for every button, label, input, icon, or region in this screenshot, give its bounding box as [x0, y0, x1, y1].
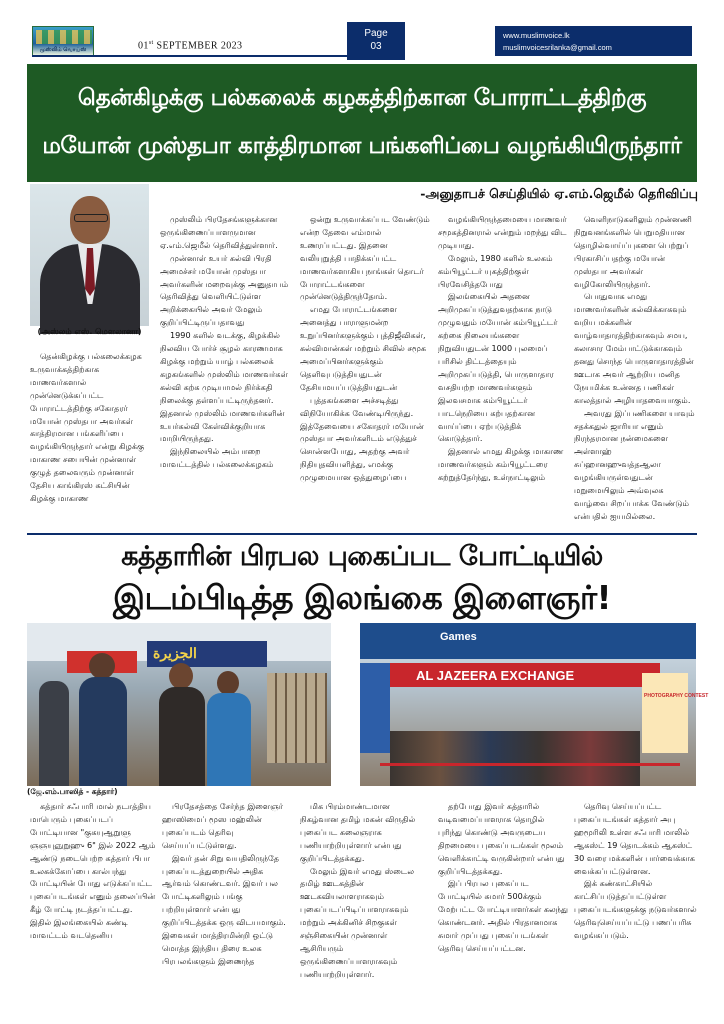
left-pillar [360, 663, 390, 753]
article2-col2-para: பிரதேசத்தை சேர்ந்த இளைஞர் ஹாஸிமைப் மூஸ மஹ்லின் புகைப்படம் தெரிவு செய்யப்பட்டுள்ளது. [162, 801, 284, 850]
masthead [0, 0, 724, 58]
issue-date-suffix: st [148, 40, 154, 46]
jazeera-arabic-sign: الجزيرة [153, 645, 197, 661]
article1-col4-para: இலங்கையில் அதனை அறிமுகப்படுத்துவதற்காக நாடு முழுவதும் மயோன் கம்பியூட்டர் கற்கை நிலையங்களை நிறுவியதுடன் 1000 புலமைப் பரிசில் திட்டத்தையும் அறிமுகப்படுத்தி, பொருளாதார வசதியற்ற மாணவர்களும் இலவசமாக கம்பியூட்டர் பாடநெறியை கற்பதற்கான வாய்ப்பை ஏற்படுத்திக் கொடுத்தார். [438, 291, 558, 444]
article1-col4-para: மேலும், 1980 களில் உலகம் கம்பியூட்டர் யுகத்திற்குள் பிரவேசித்தபோது [438, 252, 553, 289]
article1-headline [27, 64, 697, 182]
article1-col3-para: புத்தகங்களை அச்சடித்து விநியோகிக்க வேண்டியிருந்து. இத்தேவையை சகோதரர் மயோன் முஸ்தபா அவர்களிடம் எடுத்துச் சொன்னபோது, அதற்கு அவர் நிதியுதவியளித்து, எமக்கு முழுமையான ஒத்துழைப்பை [300, 394, 424, 483]
section-divider [27, 533, 697, 535]
games-logo-sign: Games [440, 631, 477, 643]
page-number-tab [347, 22, 405, 60]
article2-column-4 [438, 800, 568, 1018]
article1-col5-para: வெளிநாடுகளிலும் முன்னணி நிறுவனங்களில் பெறுமதியான தொழில்வாய்ப்புகளை பெற்றுப் பிரகாசிப்பதற்கு மயோன் முஸ்தபா அவர்கள் வழிகோலியிருந்தார். [574, 214, 692, 289]
issue-date-day: 01 [138, 40, 149, 52]
person-suit-blue [79, 677, 127, 786]
contact-box [495, 26, 692, 56]
portrait-glasses [74, 214, 108, 222]
article1-portrait-photo [30, 184, 149, 326]
article2-photo-caption: (ஜே.எம்.பாஸித் - கத்தார்) [27, 787, 118, 796]
article2-headline [20, 538, 704, 620]
article1-col3-para: ஒன்று உருவாக்கப்பட வேண்டும் என்ற தேவை எம்மால் உணரப்பட்டது. இதனை வலியுறுத்தி பாதிக்கப்பட்ட மாணவர்களாகிய நாங்கள் தொடர் போராட்டங்களை முன்னெடுத்திருந்தோம். [300, 214, 430, 302]
article2-column-1 [30, 800, 156, 1018]
article1-col5-para: பொதுவாக எமது மாணவர்களின் கல்விக்காகவும் வறிய மக்களின் வாழ்வாதாரத்திற்காகவும் சமய, கலாசார மேம்பாட்டுக்காகவும் தனது சொந்த பொருளாதாரத்தின் ஊடாக அவர் ஆற்றிய மனித நேயமிக்க உன்னத பணிகள் காலத்தால் அழியாதவையாகும். [574, 291, 694, 405]
article1-col2-para: இந்நிலையில் அம்பாறை மாவட்டத்தில் பல்கலைக்கழகம் [160, 446, 274, 470]
masthead-rule [32, 55, 348, 57]
person-suit-dark [159, 687, 205, 786]
article2-headline-line1: கத்தாரின் பிரபல புகைப்பட போட்டியில் [121, 541, 603, 572]
person-head [169, 663, 193, 689]
website-link[interactable]: www.muslimvoice.lk [503, 31, 570, 40]
article1-column-4 [438, 213, 568, 531]
article1-col5-para: அவரது இப்பணிகளை யாவும் சதக்கதுல் ஜாரியா எனும் நிரந்தரமான நன்மைகளை அள்ளாஹ் சுப்ஹானஹுவத்தஆலா வழங்கியருள்வதுடன் மறுமையிலும் அவ்வுலக வாழ்வை சிறப்பாக்க வேண்டும் என்பதில் ஐயமில்லை. [574, 407, 695, 521]
article2-col5-para: தெரிவு செய்யப்பட்ட புகைப்படங்கள் கத்தார் அபு ஹமூரிலி உள்ள சஃபாரி மாலில் ஆகஸ்ட் 19 தொடக்கம் ஆகஸ்ட் 30 வரை மக்களின் பார்வைக்காக வைக்கப்பட்டுள்ளன. [574, 801, 695, 876]
page-label: Page [364, 28, 388, 39]
article1-col4-para: வழங்கியிருந்தமையை மாணவர் சமூகத்தினரால் என்றும் மறந்து விட முடியாது. [438, 214, 567, 250]
person-shirt-blue [207, 693, 251, 786]
article2-column-2 [162, 800, 292, 1018]
article2-col5-para: இக் கண்காட்சியில் காட்சிப்படுத்தப்பட்டுள்ள புகைப்படங்களுக்கு நடுவர்களால் தெரிவுசெய்யப்பட்டு பணப்பரிசு வழங்கப்படும். [574, 878, 697, 941]
top-banner [360, 623, 696, 659]
newspaper-logo [32, 26, 94, 56]
email-link[interactable]: muslimvoicesrilanka@gmail.com [503, 43, 612, 52]
issue-date-rest: SEPTEMBER 2023 [153, 40, 243, 52]
article2-photo-left [27, 623, 331, 786]
article1-headline-line2: மயோன் முஸ்தபா காத்திரமான பங்களிப்பை வழங்கியிருந்தார் [42, 133, 682, 159]
article1-col2-para: முன்னாள் உயர் கல்வி பிரதி அமைச்சர் மயோன் முஸ்தபா அவர்களின் மறைவுக்கு அனுதாபம் தெரிவித்து வெளியிட்டுள்ள அறிக்கையில் அவர் மேலும் குறிப்பிட்டிருப்பதாவது [160, 252, 289, 328]
article1-col3-para: எமது போராட்டங்களை அனைத்து பாராளுமன்ற உறுப்பினர்களுக்கும் புத்திஜீவிகள், கல்விமான்கள் மற்றும் சிவில் சமூக அமைப்பினர்களுக்கும் தெளிவுபடுத்தியதுடன் தேசியமயப்படுத்தியதுடன் [300, 304, 427, 392]
article1-byline: -அனுதாபச் செய்தியில் ஏ.எம்.ஜெமீல் தெரிவிப்பு [420, 186, 698, 201]
article1-col4-para: இதனால் எமது கிழக்கு மாகாண மாணவர்களும் கம்பியூட்டரை கற்றுத்தேர்ந்து, உள்நாட்டிலும் [438, 446, 564, 483]
al-jazeera-exchange-sign: AL JAZEERA EXCHANGE [416, 668, 575, 683]
article2-col3-para: மிக பிரம்மாண்டமான நிகழ்வான தமிழ் மகன் விருதில் புகைப்பட கலைஞராக பணியாற்றியுள்ளார் என்பது குறிப்பிடத்தக்கது. [300, 801, 416, 863]
person-head [217, 671, 239, 695]
article1-headline-line1: தென்கிழக்கு பல்கலைக் கழகத்திற்கான போராட்டத்திற்கு [77, 85, 647, 111]
person-suit-grey [39, 681, 69, 786]
issue-date [138, 40, 242, 51]
article1-column-5 [574, 213, 698, 531]
article2-col2-para: இவர் தன் சிறு வயதிலிருந்தே புகைப்படத்துறையில் அதிக ஆர்வம் கொண்டவர். இவர் பல போட்டிகளிலும் பங்கு பற்றியுள்ளார் என்பது குறிப்பிடத்தக்க ஒரு விடயமாகும். இவைகள் மாத்திரமின்றி ஒட்டு மொத்த இந்திய திரை உலக பிரபலங்களும் இணைந்த [162, 852, 286, 966]
article1-column-2 [160, 213, 290, 531]
photography-contest-sign: PHOTOGRAPHY CONTEST [644, 693, 709, 699]
article2-col4-para: இப் பிரபல புகைப்பட போட்டியில் சுமார் 500க்கும் மேற்பட்ட போட்டியாளர்கள் கலந்து கொண்டனர். அதில் பிரதானமாக சுமார் முப்பது புகைப்படங்கள் தெரிவு செய்யப்பட்டன. [438, 878, 568, 953]
person-head [89, 653, 115, 679]
display-frames [267, 673, 327, 763]
article1-column-3 [300, 213, 430, 531]
article1-col2-para: 1990 களில் வடக்கு, கிழக்கில் நிலவிய போர்ச் சூழல் காரணமாக கிழக்கு மற்றும் யாழ் பல்கலைக் கழகங்களில் முஸ்லிம் மாணவர்கள் கல்வி கற்க முடியாமல் நிர்க்கதி நிலைக்கு தள்ளப்பட்டிருந்தனர். இதனால் முஸ்லிம் மாணவர்களின் உயர்கல்வி கேள்விக்குறியாக மாறியிருந்தது. [160, 330, 288, 444]
article2-column-3 [300, 800, 430, 1018]
article1-col2-para: முஸ்லிம் பிரதேசங்களுக்கான ஒருங்கிணைப்பாளருமான ஏ.எம்.ஜெமீல் தெரிவித்துள்ளார். [160, 214, 278, 250]
article2-col3-para: மேலும் இவர் எமது ஸ்டைல தமிழ் ஊடகத்தின் ஊடகவியலாளராகவும் புகைப்படப்பிடிப்பாளராகவும் மற்றும் அக்கினிச் சிறகுகள் சஞ்சிகையின் முன்னாள் ஆசிரியரும் ஒருங்கிணைப்பாளராகவும் பணியாற்றியுள்ளார். [300, 865, 415, 979]
logo-text: முஸ்லிம் வொய்ஸ் [39, 47, 87, 53]
page-number: 03 [370, 41, 382, 52]
article1-col1-para: தென்கிழக்கு பல்கலைக்கழக உருவாக்கத்திற்காக மாணவர்களால் முன்னெடுக்கப்பட்ட போராட்டத்திற்கு சகோதரர் மயோன் முஸ்தபா அவர்கள் காத்திரமான பங்களிப்பை வழங்கியிருந்தார் என்று கிழக்கு மாகாண சபையின் முன்னாள் குழுத் தலைவரும் முன்னாள் தேசிய காங்கிரஸ் கட்சியின் கிழக்கு மாகாண [30, 351, 145, 503]
article2-col4-para: தற்போது இவர் கத்தாரில் வடிவமைப்பாளராக தொழில் புரிந்து கொண்டு அவருடைய திறமையை புகைப்படங்கள் மூலம் வெளிக்காட்டி வருகின்றார் என்பது குறிப்பிடத்தக்கது. [438, 801, 565, 876]
contest-poster [642, 673, 688, 753]
article2-col1-para: கத்தார் சஃபாரி மால் நடாத்திய மாபெரும் புகைப்படப் போட்டியான "குகயுஆறுளு ஞஞயுஞுறுஹு 6" இல் 2022 ஆம் ஆண்டு நடைபெற்ற கத்தார் பிபா உலகக்கோப்பை கால்பந்து போட்டியின் போது எடுக்கப்பட்ட புகைப்படங்கள் எனும் தலைப்பின் கீழ் போட்டி நடத்தப்பட்டது. இதில் இலங்கையில் கண்டி மாவட்டம் வடதெனிய [30, 801, 156, 941]
article1-photo-caption: (அஸ்லம் எஸ். மௌலானா) [37, 327, 142, 336]
article1-column-1 [30, 350, 152, 530]
logo-art [36, 30, 92, 44]
article2-headline-line2: இடம்பிடித்த இலங்கை இளைஞர்! [112, 578, 612, 617]
ribbon [380, 763, 680, 766]
article2-photo-right [360, 623, 709, 786]
article2-column-5 [574, 800, 698, 1018]
crowd [390, 731, 640, 786]
